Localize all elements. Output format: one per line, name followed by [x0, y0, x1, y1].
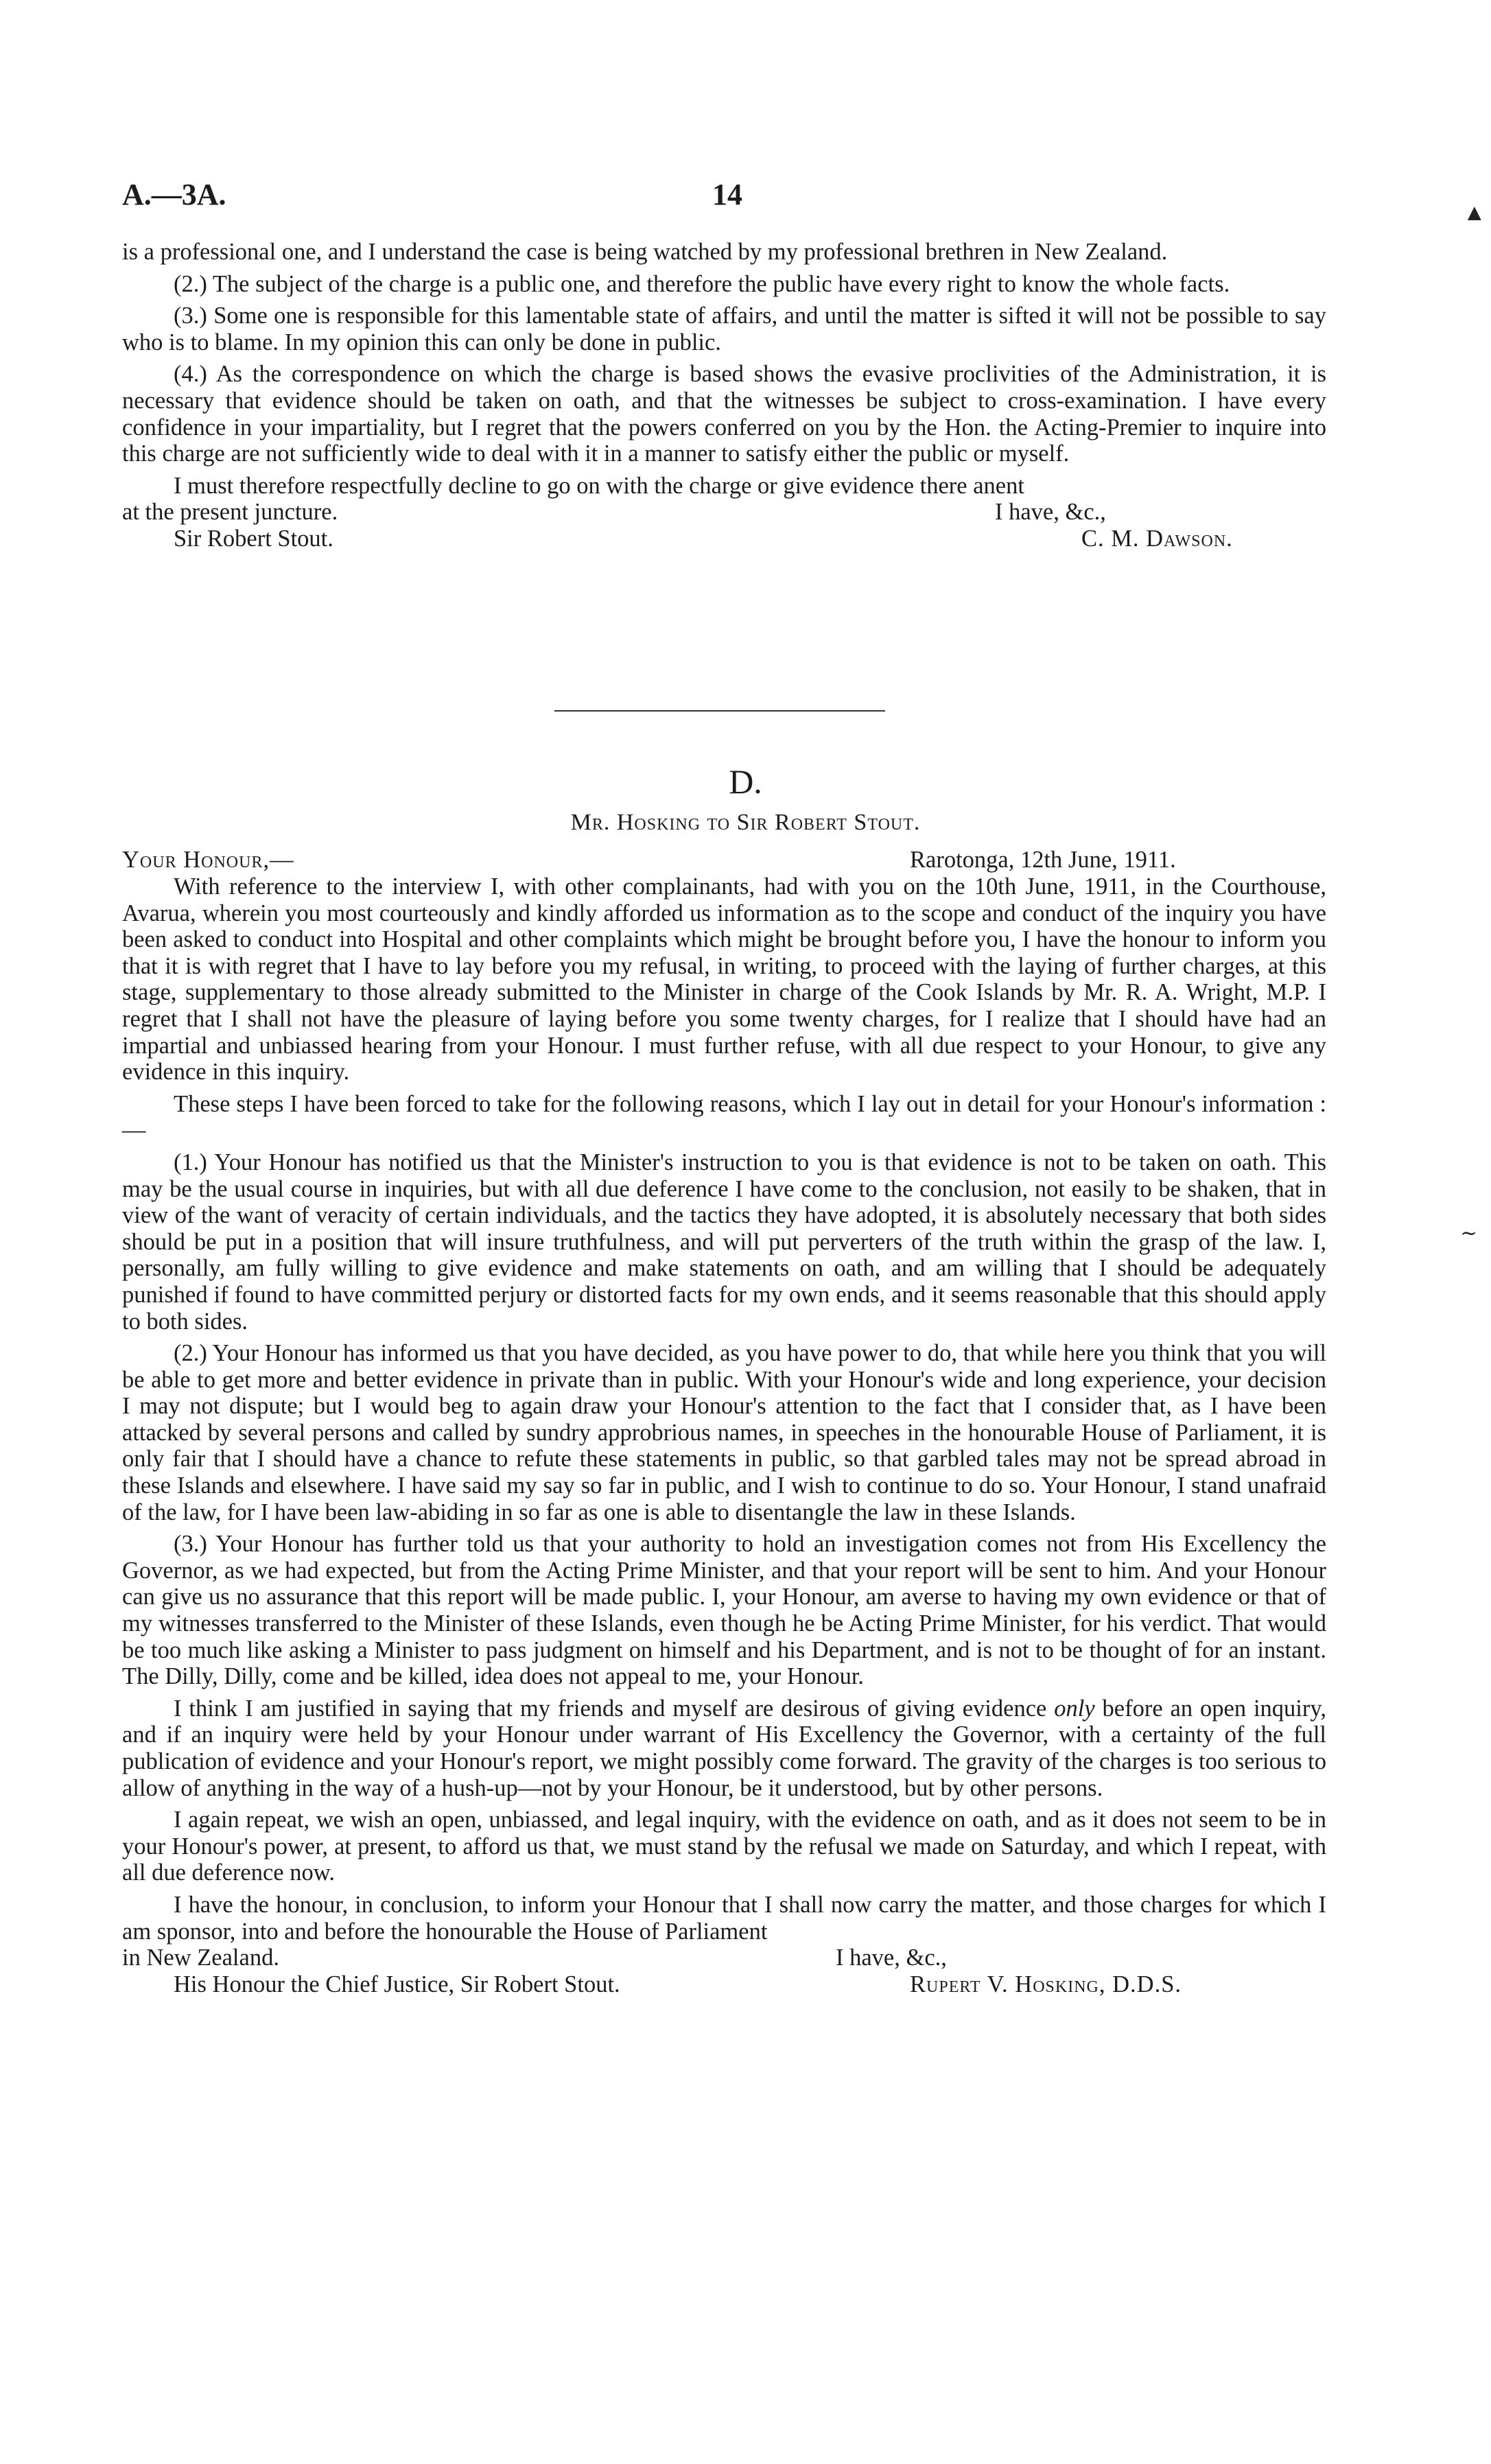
signature: C. M. Dawson. — [1081, 526, 1233, 552]
salutation: Your Honour,— — [122, 847, 294, 873]
closing-i-have: I have, &c., — [836, 1945, 947, 1971]
signature: Rupert V. Hosking, D.D.S. — [910, 1971, 1182, 1998]
paragraph: (2.) The subject of the charge is a public one, and therefore the public have every right to know the whole facts. — [174, 270, 1230, 297]
page-number: 14 — [712, 178, 742, 211]
paragraph: (3.) Some one is responsible for this lamentable state of affairs, and until the matter is sifted it will not be possible to say who is to blame. In my opinion this can only be done in public. — [122, 303, 1326, 355]
paragraph: is a professional one, and I understand the case is being watched by my professional brethren in New Zealand. — [122, 239, 1168, 265]
paragraph — [122, 1696, 1326, 1801]
closing-juncture: at the present juncture. — [122, 499, 338, 526]
addressee: His Honour the Chief Justice, Sir Robert Stout. — [174, 1971, 620, 1998]
paragraph: I must therefore respectfully decline to go on with the charge or give evidence there anent — [174, 472, 1024, 499]
paragraph: With reference to the interview I, with other complainants, had with you on the 10th June, 1911, in the Courthouse, Avarua, wherein you most courteously and kindly afforded us information as to the scope and conduct of the inquiry you have been asked to conduct into Hospital and other complaints which might be brought before you, I have the honour to inform you that it is with regret that I have to lay before you my refusal, in writing, to proceed with the laying of further charges, at this stage, supplementary to those already submitted to the Minister in charge of the Cook Islands by Mr. R. A. Wright, M.P. I regret that I shall not have the pleasure of laying before you some twenty charges, for I realize that I should have had an impartial and unbiassed hearing from your Honour. I must further refuse, with all due respect to your Honour, to give any evidence in this inquiry. — [122, 873, 1326, 1086]
emphasis: only — [1054, 1695, 1095, 1722]
text-run: I think I am justified in saying that my friends and myself are desirous of giving evidence — [174, 1695, 1047, 1722]
paragraph: I have the honour, in conclusion, to inform your Honour that I shall now carry the matter, and those charges for which I am sponsor, into and before the honourable the House of Parliament — [122, 1891, 1326, 1945]
letter-title: Mr. Hosking to Sir Robert Stout. — [570, 810, 921, 835]
letter-closing — [122, 1945, 1326, 1998]
text-run: before an open inquiry, and if an inquiry were held by your Honour under warrant of His Excellency the Governor, with a certainty of the full publication of evidence and your Honour's report, we might possibly come forward. The gravity of the charges is too serious to allow of anything in the way of a hush-up—not by your Honour, be it understood, but by other persons. — [122, 1695, 1327, 1801]
place-date: Rarotonga, 12th June, 1911. — [910, 847, 1176, 873]
paragraph: (4.) As the correspondence on which the charge is based shows the evasive proclivities of the Administration, it is necessary that evidence should be taken on oath, and that the witnesses be subject to cross-examination. I have every confidence in your impartiality, but I regret that the powers conferred on you by the Hon. the Acting-Premier to inquire into this charge are not sufficiently wide to deal with it in a manner to satisfy either the public or myself. — [122, 361, 1326, 467]
paragraph: (2.) Your Honour has informed us that you have decided, as you have power to do, that while here you think that you will be able to get more and better evidence in private than in public. With your Honour's wide and long experience, your decision I may not dispute; but I would beg to again draw your Honour's attention to the fact that I consider that, as I have been attacked by several persons and called by sundry approbrious names, in speeches in the honourable House of Parliament, it is only fair that I should have a chance to refute these statements in public, so that garbled tales may not be spread abroad in these Islands and elsewhere. I have said my say so far in public, and I wish to continue to do so. Your Honour, I stand unafraid of the law, for I have been law-abiding in so far as one is able to disentangle the law in these Islands. — [122, 1340, 1326, 1525]
letter-closing — [122, 499, 1326, 552]
closing-place: in New Zealand. — [122, 1945, 279, 1971]
page-header — [122, 177, 1326, 218]
letter-c-continuation — [122, 239, 1326, 552]
closing-i-have: I have, &c., — [995, 499, 1106, 526]
paragraph: I again repeat, we wish an open, unbiassed, and legal inquiry, with the evidence on oath, and as it does not seem to be in your Honour's power, at present, to afford us that, we must stand by the refusal we made on Saturday, and which I repeat, with all due deference now. — [122, 1807, 1326, 1886]
section-divider — [554, 710, 885, 712]
letter-d-body — [122, 847, 1326, 1998]
section-heading: D. — [729, 762, 762, 801]
salutation-line — [122, 847, 1326, 873]
document-reference: A.—3A. — [122, 178, 226, 211]
paragraph: (3.) Your Honour has further told us that your authority to hold an investigation comes not from His Excellency the Governor, as we had expected, but from the Acting Prime Minister, and that your report will be sent to him. And your Honour can give us no assurance that this report will be made public. I, your Honour, am averse to having my own evidence or that of my witnesses transferred to the Minister of these Islands, even though he be Acting Prime Minister, for his verdict. That would be too much like asking a Minister to pass judgment on himself and his Department, and is not to be thought of for an instant. The Dilly, Dilly, come and be killed, idea does not appeal to me, your Honour. — [122, 1531, 1326, 1690]
addressee: Sir Robert Stout. — [174, 526, 333, 552]
margin-mark-icon: ∼ — [1460, 1222, 1478, 1245]
margin-mark-icon: ▲ — [1463, 200, 1486, 226]
paragraph: These steps I have been forced to take for the following reasons, which I lay out in detail for your Honour's information :— — [122, 1090, 1326, 1144]
paragraph: (1.) Your Honour has notified us that the Minister's instruction to you is that evidence is not to be taken on oath. This may be the usual course in inquiries, but with all due deference I have come to the conclusion, not easily to be shaken, that in view of the want of veracity of certain individuals, and the tactics they have adopted, it is absolutely necessary that both sides should be put in a position that will insure truthfulness, and will put perverters of the truth within the grasp of the law. I, personally, am fully willing to give evidence and make statements on oath, and am willing that I should be adequately punished if found to have committed perjury or distorted facts for my own ends, and it seems reasonable that this should apply to both sides. — [122, 1149, 1326, 1335]
